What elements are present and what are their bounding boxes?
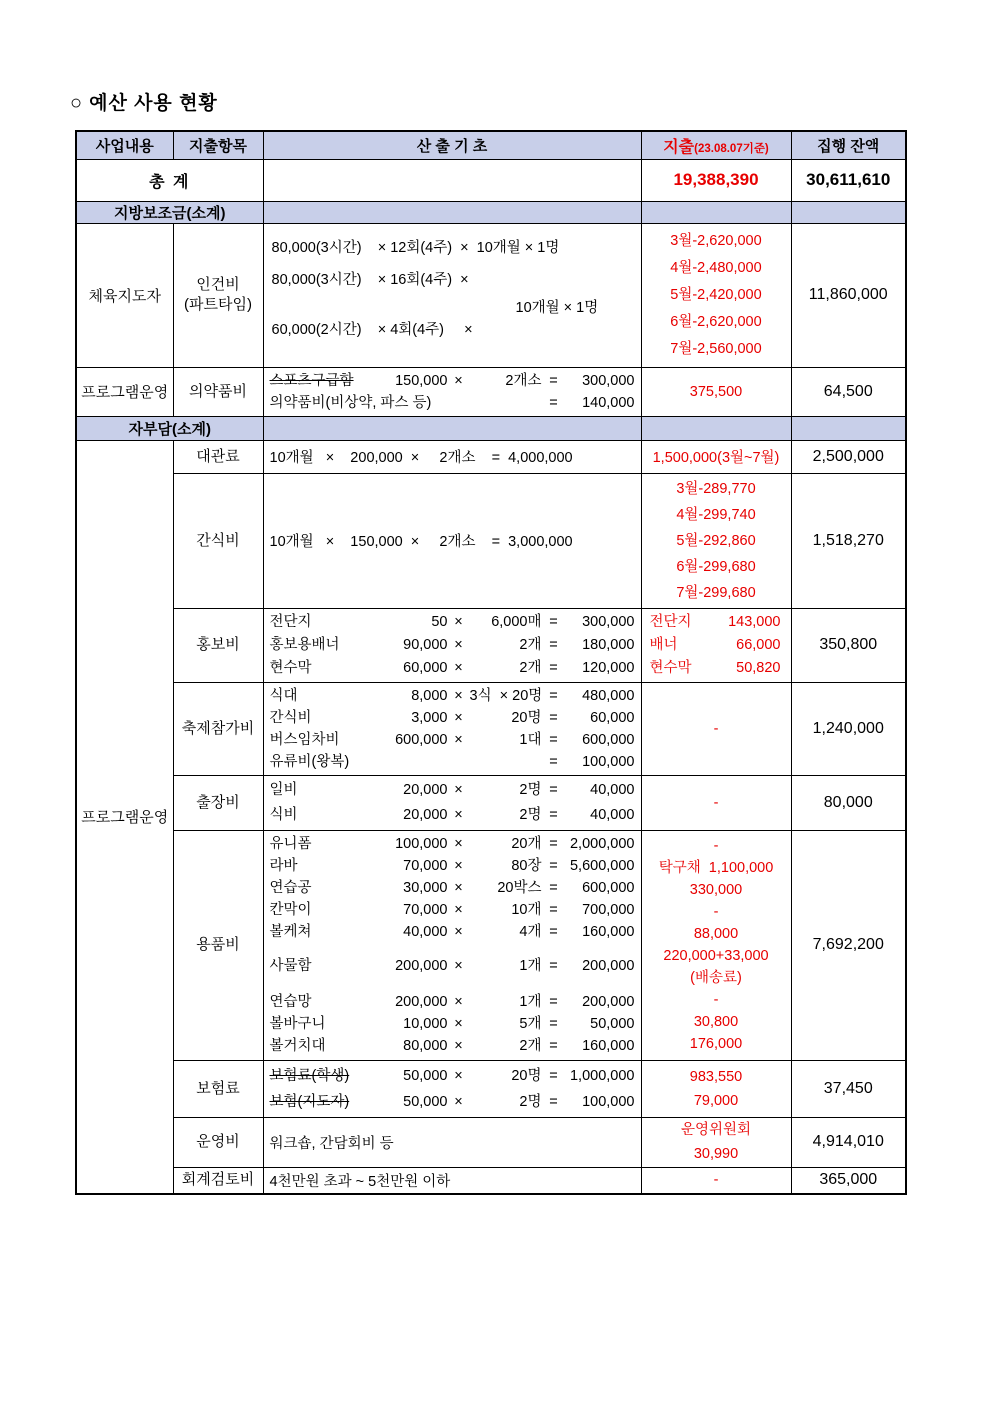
expense-row-supplies: [76, 830, 906, 1060]
item-label-rental: 대관료: [173, 440, 263, 473]
spent-cell-rental: 1,500,000(3월~7월): [641, 440, 791, 473]
calc-item-name: 간식비: [269, 709, 312, 726]
balance-cell-audit: 365,000: [791, 1167, 906, 1194]
spent-cell-insurance: [641, 1060, 791, 1117]
calc-amount: 5,600,000: [569, 858, 635, 874]
calc-line: [270, 833, 635, 855]
calc-item-name-struck: 보험료(학생): [269, 1067, 350, 1084]
calc-line: [270, 707, 635, 729]
calc-item-name: 볼바구니: [269, 1016, 326, 1032]
spent-cell-personnel: [641, 223, 791, 367]
calc-quantity: 5개: [519, 1016, 542, 1032]
budget-table: [75, 130, 907, 1195]
calc-unit-price: 600,000: [395, 731, 448, 748]
section-self-funded-label: 자부담(소계): [76, 416, 263, 440]
calc-line: [270, 991, 635, 1013]
calc-item-name: 칸막이: [269, 902, 312, 918]
multiply-sign: ×: [454, 958, 463, 974]
calc-amount: 300,000: [582, 372, 635, 389]
calc-cell-operating: 워크숍, 간담회비 등: [263, 1117, 641, 1167]
multiply-sign: ×: [454, 1067, 463, 1084]
balance-cell-operating: 4,914,010: [791, 1117, 906, 1167]
calc-item-name: 유류비(왕복): [269, 753, 350, 770]
calc-quantity: 10개: [511, 902, 542, 918]
equals-sign: =: [549, 1038, 558, 1054]
grand-total-balance: 30,611,610: [791, 159, 906, 201]
multiply-sign: ×: [454, 806, 463, 823]
calc-line: [270, 634, 635, 657]
equals-sign: =: [549, 394, 558, 411]
spent-line: [642, 611, 791, 634]
calc-unit-price: 80,000: [403, 1038, 448, 1054]
calc-amount: 60,000: [590, 709, 635, 726]
section-local-subsidy-label: 지방보조금(소계): [76, 201, 263, 223]
page-title: [70, 88, 218, 115]
multiply-sign: ×: [454, 731, 463, 748]
calc-item-name: 연습망: [269, 994, 312, 1010]
item-label-promo: 홍보비: [173, 608, 263, 682]
col-header-business: 사업내용: [76, 131, 173, 159]
calc-item-name: 볼케쳐: [269, 924, 312, 940]
multiply-sign: ×: [454, 880, 463, 896]
spent-month-line: 5월-292,860: [676, 532, 756, 549]
spent-cell-medicine: 375,500: [641, 367, 791, 416]
spent-month-line: 7월-2,560,000: [670, 340, 762, 357]
calc-amount: 100,000: [582, 753, 635, 770]
col-header-balance: 집행 잔액: [791, 131, 906, 159]
calc-cell-insurance: [263, 1060, 641, 1117]
item-label-audit: 회계검토비: [173, 1167, 263, 1194]
calc-item-name-struck: 보험(지도자): [269, 1093, 350, 1110]
equals-sign: =: [549, 753, 558, 770]
calc-unit-price: 100,000: [395, 836, 448, 852]
multiply-sign: ×: [454, 687, 463, 704]
calc-line: [270, 729, 635, 751]
equals-sign: =: [549, 709, 558, 726]
balance-cell-supplies: 7,692,200: [791, 830, 906, 1060]
spent-line: [642, 657, 791, 680]
spent-line: -: [713, 992, 719, 1008]
multiply-sign: ×: [454, 709, 463, 726]
spent-cell-promo: [641, 608, 791, 682]
calc-unit-price: 50: [431, 613, 448, 630]
calc-line: [270, 611, 635, 634]
col-header-expense-item: 지출항목: [173, 131, 263, 159]
calc-item-name: 라바: [269, 858, 298, 874]
calc-amount: 100,000: [582, 1093, 635, 1110]
multiply-sign: ×: [454, 1016, 463, 1032]
spent-item-value: 66,000: [736, 636, 781, 653]
calc-unit-price: 60,000: [403, 659, 448, 676]
calc-item-name: 유니폼: [269, 836, 312, 852]
item-label-insurance: 보험료: [173, 1060, 263, 1117]
equals-sign: =: [549, 958, 558, 974]
expense-row-personnel: [76, 223, 906, 367]
calc-cell-medicine: [263, 367, 641, 416]
col-header-calc-basis: 산 출 기 초: [263, 131, 641, 159]
item-label-medicine: 의약품비: [173, 367, 263, 416]
calc-cell-promo: [263, 608, 641, 682]
multiply-sign: ×: [454, 659, 463, 676]
multiply-sign: ×: [454, 858, 463, 874]
multiply-sign: ×: [454, 1093, 463, 1110]
grand-total-row: [76, 159, 906, 201]
multiply-sign: ×: [454, 924, 463, 940]
page-title-text: 예산 사용 현황: [89, 93, 218, 114]
item-label-line2: (파트타임): [184, 296, 252, 313]
calc-line: [270, 803, 635, 828]
spent-cell-operating: [641, 1117, 791, 1167]
group-label-sports-leader: 체육지도자: [76, 223, 173, 367]
calc-unit-price: 90,000: [403, 636, 448, 653]
spent-item-value: 143,000: [728, 613, 781, 630]
grand-total-label: 총 계: [76, 159, 263, 201]
balance-cell-snack: 1,518,270: [791, 473, 906, 608]
calc-quantity: 20명: [511, 709, 542, 726]
spent-line: 330,000: [689, 882, 743, 898]
calc-line-floating: 10개월 × 1명: [515, 299, 599, 316]
circle-bullet-icon: ○: [70, 92, 84, 114]
multiply-sign: ×: [454, 613, 463, 630]
expense-row-operating: [76, 1117, 906, 1167]
item-label-personnel: [173, 223, 263, 367]
spent-cell-trip: -: [641, 775, 791, 830]
calc-unit-price: 40,000: [403, 924, 448, 940]
empty-cell: [263, 159, 641, 201]
equals-sign: =: [549, 636, 558, 653]
multiply-sign: ×: [454, 994, 463, 1010]
calc-quantity: 20명: [511, 1067, 542, 1084]
calc-quantity: 2개: [519, 659, 542, 676]
grand-total-spent: 19,388,390: [641, 159, 791, 201]
equals-sign: =: [549, 1093, 558, 1110]
calc-item-name-struck: 스포츠구급함: [269, 372, 354, 389]
calc-item-name: 식비: [269, 806, 298, 823]
calc-item-name: 연습공: [269, 880, 312, 896]
calc-cell-snack: 10개월 × 150,000 × 2개소 = 3,000,000: [263, 473, 641, 608]
calc-amount: 40,000: [590, 781, 635, 798]
spent-line: 30,990: [693, 1146, 739, 1162]
spent-line: 88,000: [693, 926, 739, 942]
balance-cell-trip: 80,000: [791, 775, 906, 830]
calc-line: [270, 751, 635, 773]
calc-line: [270, 921, 635, 943]
empty-cell: [641, 201, 791, 223]
calc-line: [270, 855, 635, 877]
multiply-sign: ×: [454, 781, 463, 798]
calc-item-name: 현수막: [269, 659, 312, 676]
calc-item-name: 볼거치대: [269, 1038, 326, 1054]
col-header-spent: [641, 131, 791, 159]
table-header-row: [76, 131, 906, 159]
calc-quantity: 3식 × 20명: [469, 687, 543, 704]
spent-line: -: [713, 838, 719, 854]
expense-row-promo: [76, 608, 906, 682]
equals-sign: =: [549, 659, 558, 676]
equals-sign: =: [549, 924, 558, 940]
spent-month-line: 4월-299,740: [676, 506, 756, 523]
calc-unit-price: 200,000: [395, 958, 448, 974]
calc-cell-trip: [263, 775, 641, 830]
balance-cell-rental: 2,500,000: [791, 440, 906, 473]
calc-line: [270, 955, 635, 977]
section-row-local-subsidy: [76, 201, 906, 223]
spent-line: 983,550: [689, 1068, 743, 1085]
calc-line: 80,000(3시간) × 12회(4주) × 10개월 × 1명: [271, 239, 560, 256]
item-label-trip: 출장비: [173, 775, 263, 830]
calc-line: 80,000(3시간) × 16회(4주) ×: [271, 271, 469, 288]
equals-sign: =: [549, 858, 558, 874]
calc-quantity: 2개소: [505, 372, 542, 389]
calc-amount: 600,000: [582, 880, 635, 896]
calc-line: [270, 778, 635, 803]
calc-quantity: 6,000매: [491, 613, 542, 630]
calc-quantity: 80장: [511, 858, 542, 874]
calc-quantity: 1대: [519, 731, 542, 748]
spent-item-name: 전단지: [649, 613, 692, 630]
calc-line: 60,000(2시간) × 4회(4주) ×: [271, 321, 473, 338]
spent-cell-festival: -: [641, 682, 791, 775]
spent-header-date-note: (23.08.07기준): [694, 142, 769, 155]
spent-item-value: 50,820: [736, 659, 781, 676]
calc-item-name: 홍보용배너: [269, 636, 340, 653]
multiply-sign: ×: [454, 372, 463, 389]
calc-line: [270, 1013, 635, 1035]
calc-amount: 180,000: [582, 636, 635, 653]
calc-unit-price: 10,000: [403, 1016, 448, 1032]
spent-cell-audit: -: [641, 1167, 791, 1194]
calc-amount: 480,000: [582, 687, 635, 704]
calc-item-name: 버스임차비: [269, 731, 340, 748]
item-label-supplies: 용품비: [173, 830, 263, 1060]
calc-amount: 1,000,000: [569, 1067, 635, 1084]
calc-amount: 700,000: [582, 902, 635, 918]
spent-month-line: 7월-299,680: [676, 584, 756, 601]
balance-cell-festival: 1,240,000: [791, 682, 906, 775]
multiply-sign: ×: [454, 636, 463, 653]
calc-quantity: 4개: [519, 924, 542, 940]
expense-row-audit: [76, 1167, 906, 1194]
spent-line: 30,800: [693, 1014, 739, 1030]
spent-line: (배송료): [690, 970, 742, 986]
calc-amount: 200,000: [582, 994, 635, 1010]
equals-sign: =: [549, 836, 558, 852]
spent-item-name: 현수막: [649, 659, 692, 676]
group-label-program-operation-merged: 프로그램운영: [76, 440, 173, 1194]
calc-amount: 120,000: [582, 659, 635, 676]
calc-unit-price: 200,000: [395, 994, 448, 1010]
calc-unit-price: 70,000: [403, 858, 448, 874]
calc-line: [270, 1063, 635, 1089]
spent-line: 탁구채 1,100,000: [658, 860, 774, 876]
calc-cell-audit: 4천만원 초과 ~ 5천만원 이하: [263, 1167, 641, 1194]
equals-sign: =: [549, 781, 558, 798]
spent-cell-supplies: [641, 830, 791, 1060]
empty-cell: [263, 416, 641, 440]
spent-line: 운영위원회: [680, 1122, 752, 1138]
equals-sign: =: [549, 994, 558, 1010]
calc-line: [270, 899, 635, 921]
calc-unit-price: 70,000: [403, 902, 448, 918]
calc-line: [270, 1035, 635, 1057]
calc-line: [270, 685, 635, 707]
calc-quantity: 2개: [519, 636, 542, 653]
equals-sign: =: [549, 613, 558, 630]
calc-quantity: 2개: [519, 1038, 542, 1054]
calc-item-name: 전단지: [269, 613, 312, 630]
equals-sign: =: [549, 372, 558, 389]
balance-cell-personnel: 11,860,000: [791, 223, 906, 367]
spent-header-label: 지출: [663, 138, 695, 156]
calc-unit-price: 20,000: [403, 806, 448, 823]
calc-line: [270, 1089, 635, 1115]
calc-amount: 50,000: [590, 1016, 635, 1032]
calc-unit-price: 8,000: [411, 687, 448, 704]
item-label-line1: 인건비: [196, 276, 240, 293]
equals-sign: =: [549, 902, 558, 918]
empty-cell: [263, 201, 641, 223]
balance-cell-insurance: 37,450: [791, 1060, 906, 1117]
calc-unit-price: 50,000: [403, 1067, 448, 1084]
expense-row-festival: [76, 682, 906, 775]
equals-sign: =: [549, 687, 558, 704]
calc-amount: 200,000: [582, 958, 635, 974]
multiply-sign: ×: [454, 902, 463, 918]
spent-line: 79,000: [693, 1092, 739, 1109]
calc-unit-price: 150,000: [395, 372, 448, 389]
calc-line: [270, 877, 635, 899]
equals-sign: =: [549, 880, 558, 896]
calc-amount: 300,000: [582, 613, 635, 630]
group-label-program-operation: 프로그램운영: [76, 367, 173, 416]
calc-quantity: 20박스: [497, 880, 542, 896]
spent-item-name: 배너: [649, 636, 678, 653]
spent-cell-snack: [641, 473, 791, 608]
calc-amount: 140,000: [582, 394, 635, 411]
expense-row-insurance: [76, 1060, 906, 1117]
item-label-snack: 간식비: [173, 473, 263, 608]
calc-cell-supplies: [263, 830, 641, 1060]
calc-line: [270, 392, 635, 414]
spent-month-line: 6월-2,620,000: [670, 313, 762, 330]
multiply-sign: ×: [454, 836, 463, 852]
expense-row-snack: [76, 473, 906, 608]
spent-line: 220,000+33,000: [663, 948, 769, 964]
spent-month-line: 4월-2,480,000: [670, 259, 762, 276]
calc-item-name: 의약품비(비상약, 파스 등): [269, 394, 432, 411]
calc-quantity: 20개: [511, 836, 542, 852]
calc-cell-rental: 10개월 × 200,000 × 2개소 = 4,000,000: [263, 440, 641, 473]
calc-amount: 600,000: [582, 731, 635, 748]
empty-cell: [641, 416, 791, 440]
calc-cell-festival: [263, 682, 641, 775]
balance-cell-medicine: 64,500: [791, 367, 906, 416]
equals-sign: =: [549, 806, 558, 823]
calc-quantity: 1개: [519, 994, 542, 1010]
spent-month-line: 3월-289,770: [676, 480, 756, 497]
expense-row-rental: [76, 440, 906, 473]
spent-line: [642, 634, 791, 657]
calc-quantity: 2명: [519, 806, 542, 823]
calc-unit-price: 30,000: [403, 880, 448, 896]
calc-unit-price: 20,000: [403, 781, 448, 798]
calc-quantity: 2명: [519, 781, 542, 798]
equals-sign: =: [549, 731, 558, 748]
spent-line: 176,000: [689, 1036, 743, 1052]
calc-line: [270, 370, 635, 392]
calc-quantity: 2명: [519, 1093, 542, 1110]
calc-amount: 2,000,000: [569, 836, 635, 852]
calc-item-name: 일비: [269, 781, 298, 798]
calc-amount: 160,000: [582, 1038, 635, 1054]
balance-cell-promo: 350,800: [791, 608, 906, 682]
calc-item-name: 사물함: [269, 958, 312, 974]
calc-unit-price: 3,000: [411, 709, 448, 726]
spent-month-line: 3월-2,620,000: [670, 232, 762, 249]
spent-month-line: 6월-299,680: [676, 558, 756, 575]
calc-quantity: 1개: [519, 958, 542, 974]
expense-row-trip: [76, 775, 906, 830]
expense-row-medicine: [76, 367, 906, 416]
equals-sign: =: [549, 1067, 558, 1084]
calc-unit-price: 50,000: [403, 1093, 448, 1110]
calc-cell-personnel: [263, 223, 641, 367]
item-label-operating: 운영비: [173, 1117, 263, 1167]
item-label-festival: 축제참가비: [173, 682, 263, 775]
spent-line: -: [713, 904, 719, 920]
spent-month-line: 5월-2,420,000: [670, 286, 762, 303]
section-row-self-funded: [76, 416, 906, 440]
empty-cell: [791, 416, 906, 440]
calc-item-name: 식대: [269, 687, 298, 704]
calc-amount: 160,000: [582, 924, 635, 940]
calc-amount: 40,000: [590, 806, 635, 823]
multiply-sign: ×: [454, 1038, 463, 1054]
equals-sign: =: [549, 1016, 558, 1032]
calc-line: [270, 657, 635, 680]
empty-cell: [791, 201, 906, 223]
